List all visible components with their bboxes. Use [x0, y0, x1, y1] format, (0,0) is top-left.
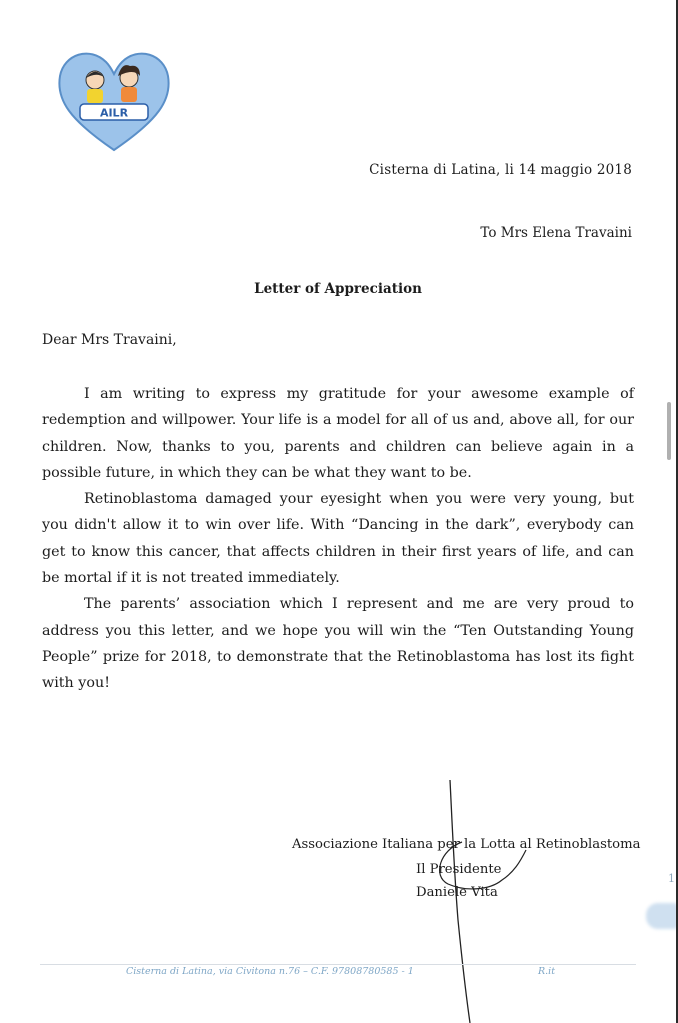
heart-logo-icon — [50, 42, 178, 154]
footer-right-text: R.it — [538, 966, 556, 977]
footer-divider — [40, 964, 636, 965]
signature-loop-stroke — [440, 842, 526, 889]
paragraph: The parents’ association which I represent and me are very proud to address you this letter, and we hope you will win the “Ten Outstanding Young People” prize for 2018, to demonstrate that the Retinoblastoma has lost its fight with you! — [42, 596, 634, 692]
scrollbar-thumb[interactable] — [667, 402, 671, 460]
logo-text: AILR — [99, 106, 129, 120]
paragraph: I am writing to express my gratitude for your awesome example of redemption and willpower. Your life is a model for all of us and, above all, for our children. Now, thanks to you, parents and children can believe again in a possible future, in which they can be what they want to be. — [42, 386, 634, 481]
salutation: Dear Mrs Travaini, — [42, 332, 177, 348]
letter-body — [42, 381, 634, 697]
child-right-body — [121, 87, 137, 102]
page-number: 1 — [668, 872, 675, 885]
child-left-body — [87, 89, 103, 103]
handwritten-signature-icon — [410, 780, 530, 1023]
signature-organization: Associazione Italiana per la Lotta al Retinoblastoma — [292, 837, 641, 852]
footer-address: Cisterna di Latina, via Civitona n.76 – C.F. 97808780585 - 1 — [126, 966, 414, 977]
paragraph: Retinoblastoma damaged your eyesight when you were very young, but you didn't allow it to win over life. With “Dancing in the dark”, everybody can get to know this cancer, that affects children in their first years of life, and can be mortal if it is not treated immediately. — [42, 491, 634, 587]
recipient: To Mrs Elena Travaini — [480, 225, 632, 241]
signature-role: Il Presidente — [416, 862, 502, 877]
place-date: Cisterna di Latina, li 14 maggio 2018 — [369, 162, 632, 178]
letter-title: Letter of Appreciation — [254, 281, 422, 297]
signature-name: Daniele Vita — [416, 885, 498, 900]
signature-vertical-stroke — [450, 780, 470, 1023]
heart-shape — [59, 54, 168, 150]
stamp-mark — [646, 903, 678, 929]
